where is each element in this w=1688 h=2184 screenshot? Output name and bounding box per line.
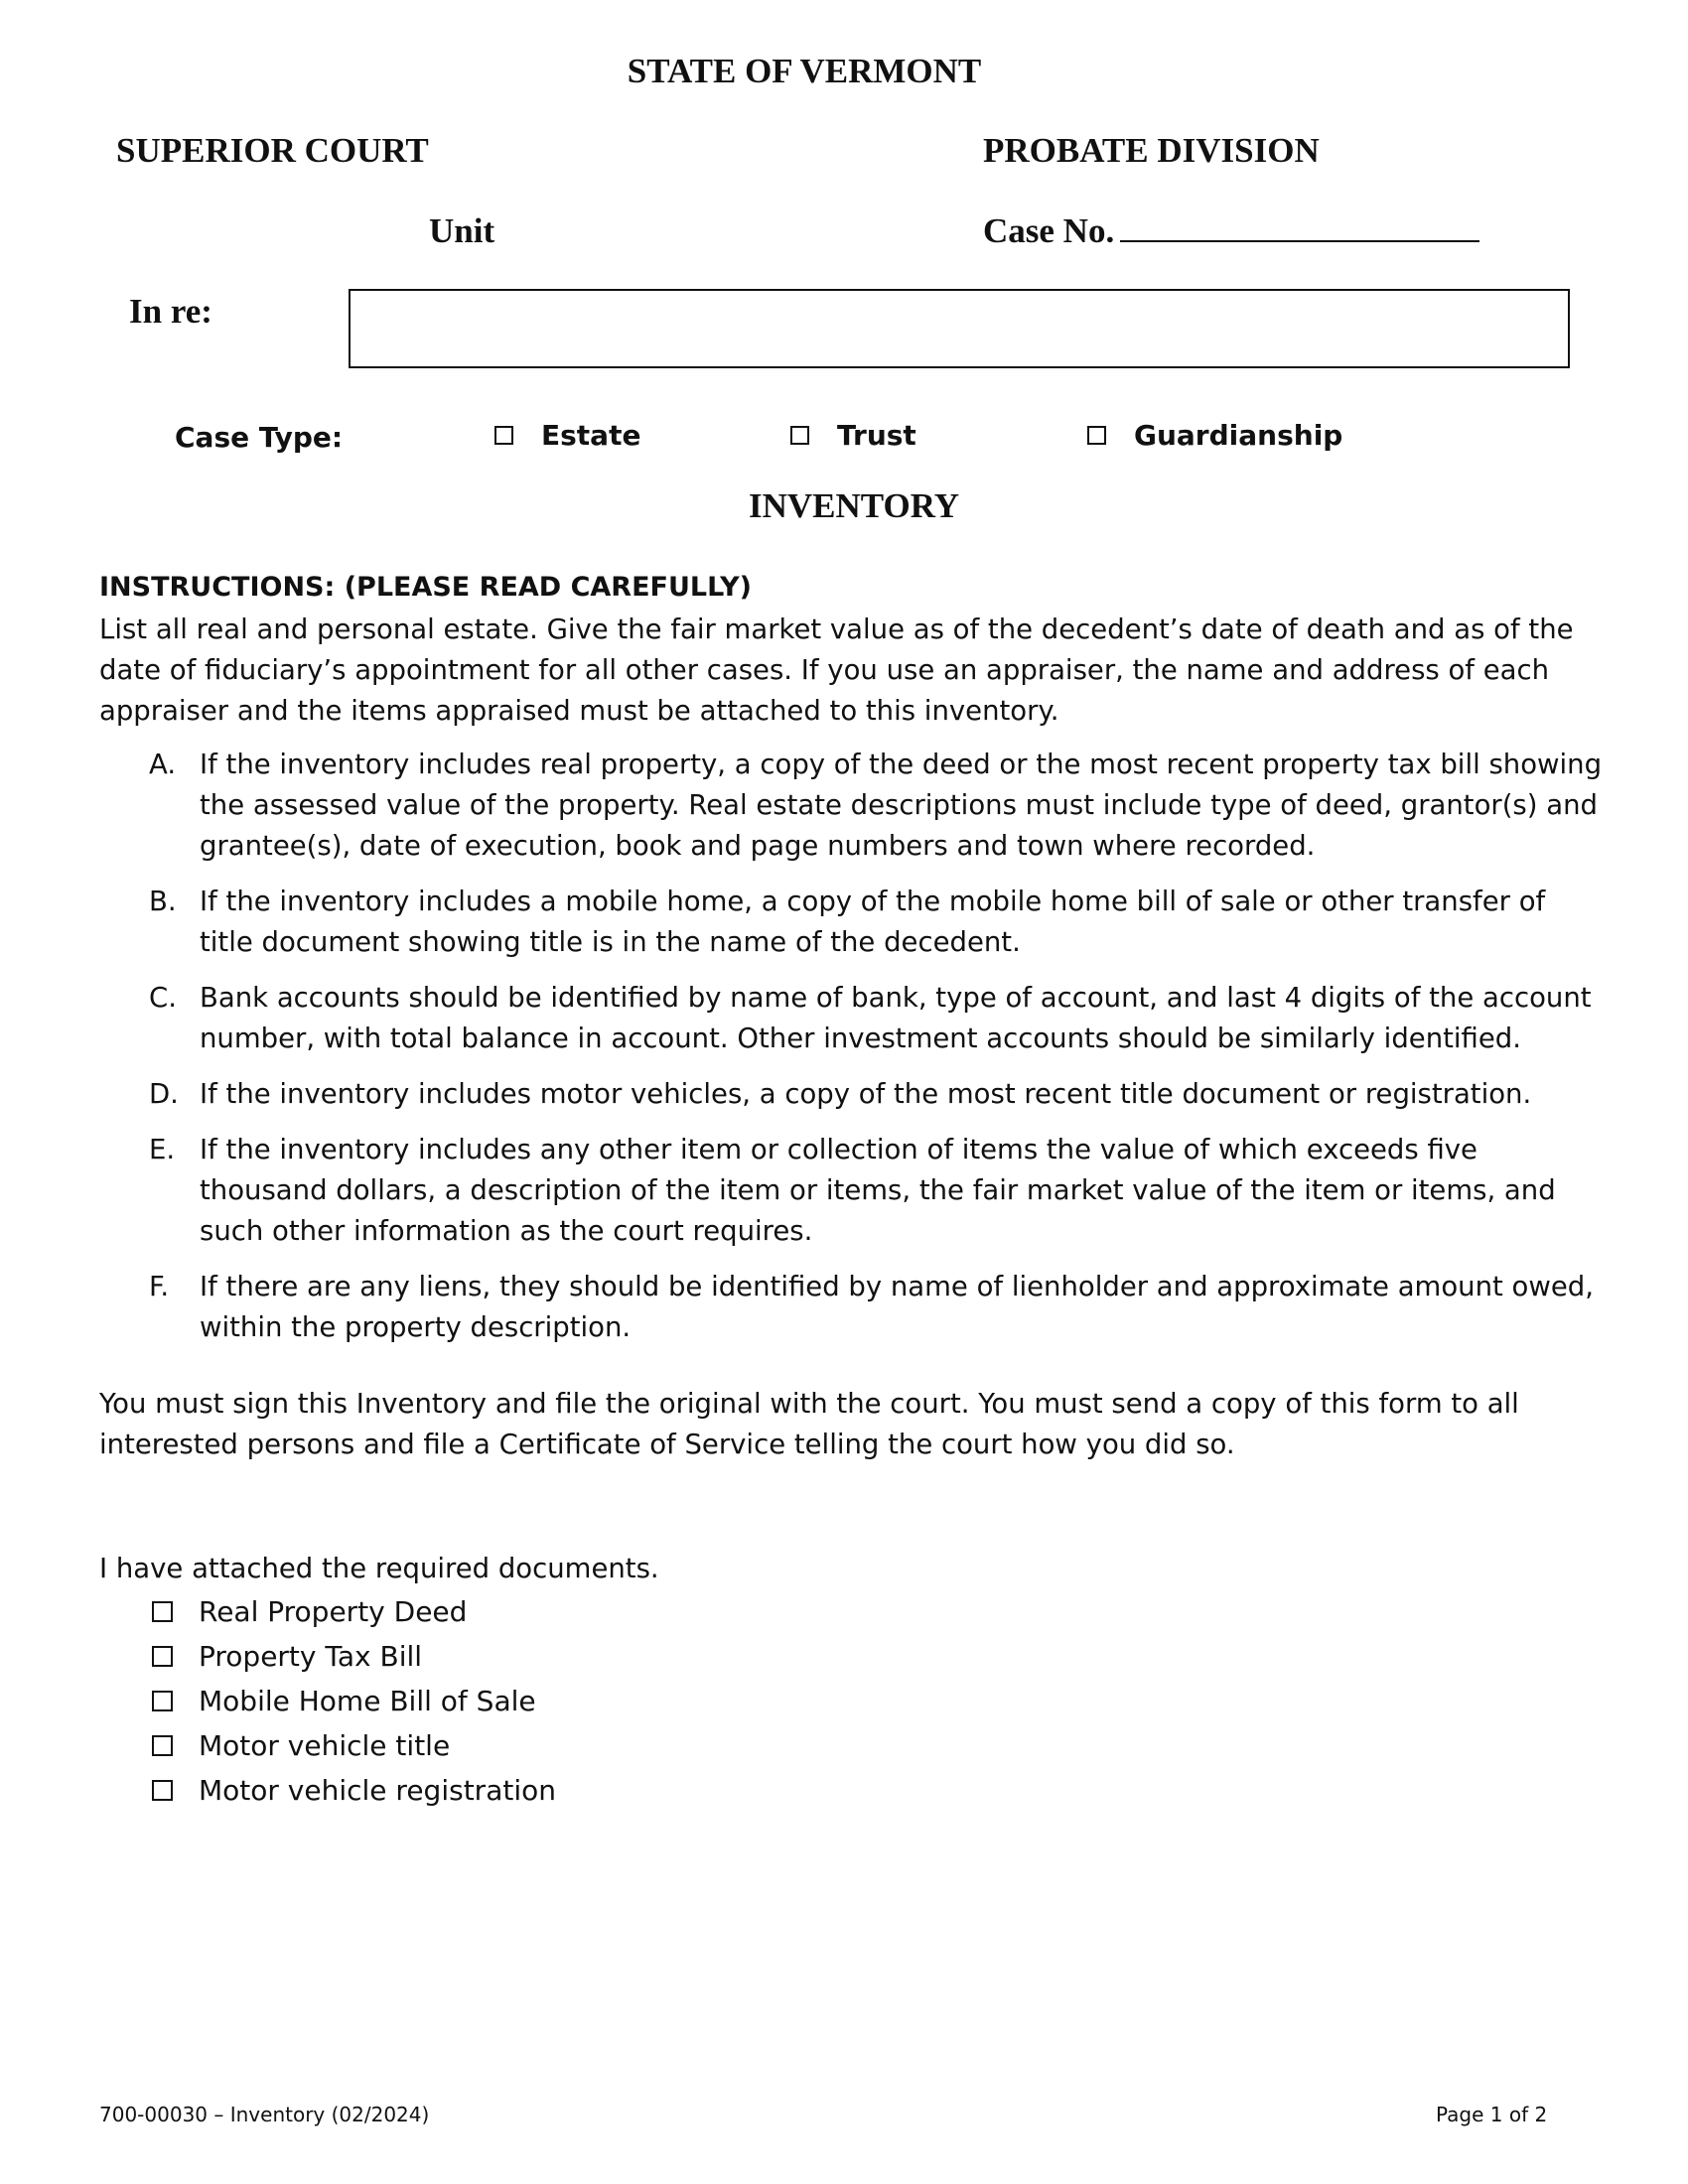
list-item <box>147 1074 1607 1115</box>
list-text: If there are any liens, they should be identified by name of lienholder and approximate amount owed, within the property description. <box>200 1271 1594 1343</box>
court-name: SUPERIOR COURT <box>116 131 429 170</box>
attachment-label: Motor vehicle title <box>199 1729 451 1762</box>
case-type-guardianship[interactable] <box>1087 419 1342 452</box>
list-letter: A. <box>149 749 177 780</box>
in-re-field[interactable] <box>349 289 1570 368</box>
form-id: 700-00030 – Inventory (02/2024) <box>99 2103 430 2126</box>
guardianship-checkbox[interactable] <box>1087 426 1106 445</box>
list-text: If the inventory includes any other item or collection of items the value of which exceeds five thousand dollars, a description of the item or items, the fair market value of the item or items, and such other information as the court requires. <box>200 1134 1556 1247</box>
attachment-label: Property Tax Bill <box>199 1640 423 1673</box>
estate-checkbox[interactable] <box>494 426 513 445</box>
attachment-item[interactable] <box>152 1679 556 1723</box>
instructions-list <box>147 745 1607 1363</box>
attachments-list <box>152 1589 556 1813</box>
list-letter: E. <box>149 1134 176 1165</box>
attachment-label: Mobile Home Bill of Sale <box>199 1685 536 1717</box>
list-letter: F. <box>149 1271 170 1302</box>
case-type-trust[interactable] <box>790 419 916 452</box>
form-title: INVENTORY <box>748 486 960 525</box>
list-letter: C. <box>149 982 177 1014</box>
guardianship-label: Guardianship <box>1134 419 1343 452</box>
case-number <box>983 211 1479 251</box>
case-number-label: Case No. <box>983 211 1115 250</box>
list-text: Bank accounts should be identified by name of bank, type of account, and last 4 digits of the account number, with total balance in account. Other investment accounts should be similarly identified. <box>200 982 1592 1054</box>
list-text: If the inventory includes a mobile home, a copy of the mobile home bill of sale or other transfer of title document showing title is in the name of the decedent. <box>200 886 1546 958</box>
state-title: STATE OF VERMONT <box>627 52 982 90</box>
trust-label: Trust <box>837 419 916 452</box>
signing-instructions: You must sign this Inventory and file the original with the court. You must send a copy of this form to all interested persons and file a Certificate of Service telling the court how you did so. <box>99 1388 1519 1460</box>
case-type-label: Case Type: <box>175 421 344 454</box>
instructions-heading: INSTRUCTIONS: (PLEASE READ CAREFULLY) <box>99 572 753 603</box>
attachment-checkbox[interactable] <box>152 1691 173 1711</box>
attachment-item[interactable] <box>152 1634 556 1679</box>
attachments-statement: I have attached the required documents. <box>99 1553 659 1584</box>
list-text: If the inventory includes real property, a copy of the deed or the most recent property tax bill showing the assessed value of the property. Real estate descriptions must include type of deed, grantor(s) and grantee(s), date of execution, book and page numbers and town where recorded. <box>200 749 1603 862</box>
list-item <box>147 745 1607 867</box>
attachment-checkbox[interactable] <box>152 1780 173 1801</box>
attachment-label: Real Property Deed <box>199 1595 468 1628</box>
page-number: Page 1 of 2 <box>1436 2103 1548 2126</box>
list-text: If the inventory includes motor vehicles, a copy of the most recent title document or registration. <box>200 1078 1532 1110</box>
attachment-label: Motor vehicle registration <box>199 1774 556 1807</box>
estate-label: Estate <box>541 419 641 452</box>
list-item <box>147 1267 1607 1348</box>
attachment-checkbox[interactable] <box>152 1646 173 1667</box>
attachment-checkbox[interactable] <box>152 1601 173 1622</box>
division-name: PROBATE DIVISION <box>983 131 1320 170</box>
case-type-estate[interactable] <box>494 419 640 452</box>
trust-checkbox[interactable] <box>790 426 809 445</box>
in-re-label: In re: <box>129 292 212 331</box>
list-letter: B. <box>149 886 177 917</box>
list-letter: D. <box>149 1078 179 1110</box>
list-item <box>147 978 1607 1059</box>
attachment-item[interactable] <box>152 1589 556 1634</box>
unit-label: Unit <box>429 211 495 250</box>
list-item <box>147 882 1607 963</box>
attachment-checkbox[interactable] <box>152 1735 173 1756</box>
instructions-intro: List all real and personal estate. Give the fair market value as of the decedent’s date of death and as of the date of fiduciary’s appointment for all other cases. If you use an appraiser, the name and address of each appraiser and the items appraised must be attached to this inventory. <box>99 614 1574 727</box>
case-number-field[interactable] <box>1120 212 1479 242</box>
attachment-item[interactable] <box>152 1723 556 1768</box>
list-item <box>147 1130 1607 1252</box>
attachment-item[interactable] <box>152 1768 556 1813</box>
